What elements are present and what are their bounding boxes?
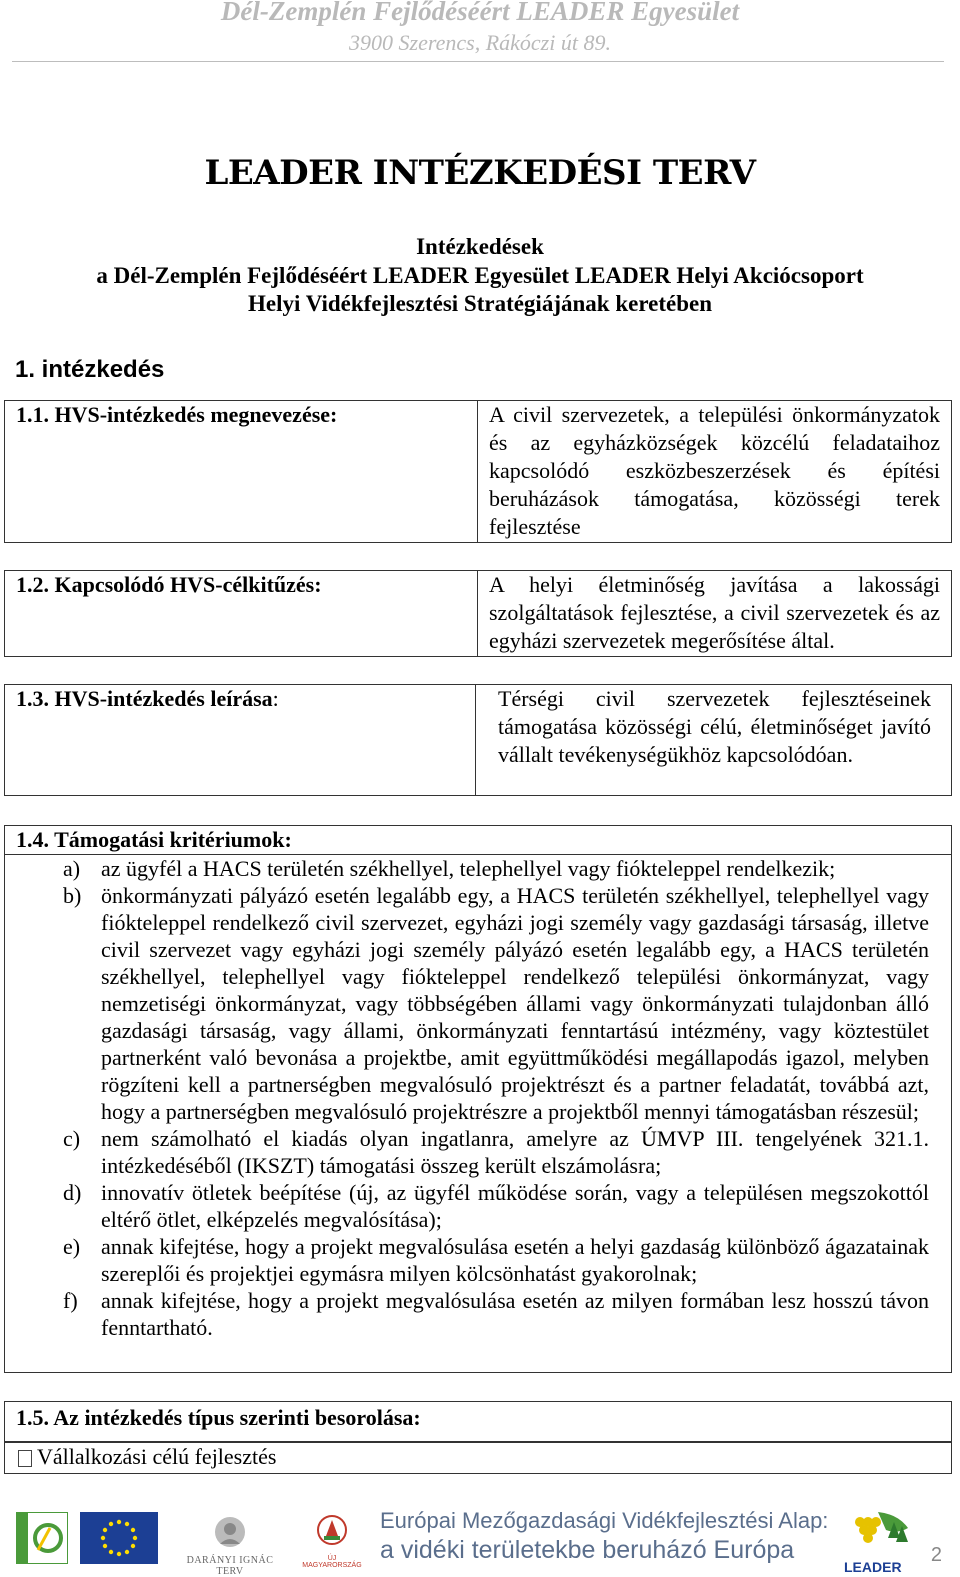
eu-flag-icon: [80, 1512, 158, 1564]
classification-option-label: Vállalkozási célú fejlesztés: [37, 1444, 277, 1469]
criteria-marker: e): [63, 1234, 81, 1259]
criteria-text: annak kifejtése, hogy a projekt megvalósulása esetén a helyi gazdaság különböző ágazatainak szereplői és projektjei egymásra milyen kölcsönhatást gyakorolnak;: [101, 1234, 929, 1286]
criteria-marker: c): [63, 1126, 81, 1151]
criteria-text: innovatív ötletek beépítése (új, az ügyfél működése során, vagy a településen megszokottól eltérő ötlet, elképzelés megvalósítása);: [101, 1180, 929, 1232]
leader-logo-icon: [16, 1512, 68, 1564]
row-objective: [4, 570, 952, 657]
header-organization: Dél-Zemplén Fejlődéséért LEADER Egyesület: [220, 0, 740, 26]
row-number: 1.2.: [16, 572, 49, 597]
subheading-line-2: a Dél-Zemplén Fejlődéséért LEADER Egyesület LEADER Helyi Akciócsoport: [96, 263, 864, 288]
fund-line-1: Európai Mezőgazdasági Vidékfejlesztési Alap:: [380, 1508, 829, 1533]
daranyi-text: DARÁNYI IGNÁC TERV: [186, 1555, 274, 1577]
row-number: 1.1.: [16, 402, 49, 427]
page-number: 2: [930, 1544, 942, 1566]
subheading-line-1: Intézkedések: [416, 234, 544, 259]
row-description: [4, 684, 952, 796]
criteria-text: az ügyfél a HACS területén székhellyel, telephellyel vagy fiókteleppel rendelkezik;: [101, 856, 836, 881]
criteria-item: [5, 1125, 951, 1179]
row-label: [16, 571, 322, 599]
subheading-line-3: Helyi Vidékfejlesztési Stratégiájának keretében: [248, 291, 712, 316]
classification-title: 1.5. Az intézkedés típus szerinti besorolása:: [16, 1405, 421, 1430]
row-label-text: HVS-intézkedés megnevezése:: [54, 402, 338, 427]
criteria-list: [5, 855, 951, 1341]
row-label: [16, 401, 337, 429]
classification-section: [4, 1401, 952, 1443]
row-label-text: HVS-intézkedés leírása: [54, 686, 273, 711]
page-title: LEADER INTÉZKEDÉSI TERV: [204, 153, 756, 193]
section-heading: 1. intézkedés: [15, 356, 165, 383]
classification-option-row: [4, 1443, 952, 1474]
criteria-marker: d): [63, 1180, 82, 1205]
criteria-text: annak kifejtése, hogy a projekt megvalósulása esetén az milyen formában lesz hosszú távon fenntartható.: [101, 1288, 929, 1340]
row-label-colon: :: [272, 686, 279, 711]
row-number: 1.3.: [16, 686, 49, 711]
criteria-text: nem számolható el kiadás olyan ingatlanra, amelyre az ÚMVP III. tengelyének 321.1. intézkedéséből (IKSZT) támogatási összeg került elszámolásra;: [101, 1126, 929, 1178]
criteria-text: önkormányzati pályázó esetén legalább egy, a HACS területén székhellyel, telephellyel vagy fiókteleppel rendelkező civil szervezet, egyházi jogi személy vagy gazdasági társaság, illetve civil szervezet vagy egyházi jogi személy pályázó esetén legalább egy, a HACS területén székhellyel, telephellyel vagy fiókteleppel rendelkező települési önkormányzat, vagy nemzetiségi önkormányzat, vagy többségében állami vagy önkormányzati tulajdonban álló gazdasági társaság, vagy állami, önkormányzati fenntartású intézmény, vagy köztestület partnerként való bevonása a projektbe, amit együttműködési megállapodás igazol, melyben rögzíteni kell a partnerségben megvalósuló projektrészt és a partner feladatát, továbbá azt, hogy a partnerségben megvalósuló projektrészre a projektből mennyi támogatásban részesül;: [101, 883, 929, 1124]
criteria-item: [5, 1287, 951, 1341]
criteria-section: [4, 825, 952, 1373]
row-value: Térségi civil szervezetek fejlesztéseinek támogatása közösségi célú, életminőséget javító vállalt tevékenységükhöz kapcsolódóan.: [498, 686, 931, 767]
row-label-text: Kapcsolódó HVS-célkitűzés:: [54, 572, 322, 597]
criteria-marker: a): [63, 856, 81, 881]
row-label: [16, 685, 279, 713]
criteria-marker: f): [63, 1288, 78, 1313]
fund-line-2: a vidéki területekbe beruházó Európa: [380, 1536, 795, 1564]
criteria-item: [5, 1233, 951, 1287]
checkbox-icon[interactable]: [18, 1450, 32, 1467]
row-value: A civil szervezetek, a települési önkormányzatok és az egyházközségek közcélú feladataihoz kapcsolódó eszközbeszerzések és építési beruházások támogatása, közösségi terek fejlesztése: [489, 402, 940, 539]
criteria-item: [5, 855, 951, 882]
row-value-cell: [477, 400, 952, 543]
row-measure-name: [4, 400, 952, 543]
criteria-marker: b): [63, 883, 82, 908]
leader-text: LEADER: [844, 1559, 902, 1575]
criteria-item: [5, 1179, 951, 1233]
row-value-cell: [475, 684, 952, 796]
leader-grapes-logo: [838, 1508, 914, 1575]
criteria-item: [5, 882, 951, 1125]
header-address: 3900 Szerencs, Rákóczi út 89.: [349, 30, 611, 55]
page-footer: [0, 1500, 960, 1577]
uj-magyarorszag-logo: [302, 1512, 362, 1569]
header-divider: [12, 61, 944, 62]
row-value-cell: [477, 570, 952, 657]
daranyi-ignac-terv-logo: [176, 1514, 284, 1577]
criteria-title: 1.4. Támogatási kritériumok:: [16, 827, 292, 852]
uj-magyarorszag-text: ÚJ MAGYARORSZÁG: [302, 1555, 362, 1569]
row-value: A helyi életminőség javítása a lakossági szolgáltatások fejlesztése, a civil szervezetek és az egyházi szervezetek megerősítése által.: [489, 572, 940, 653]
